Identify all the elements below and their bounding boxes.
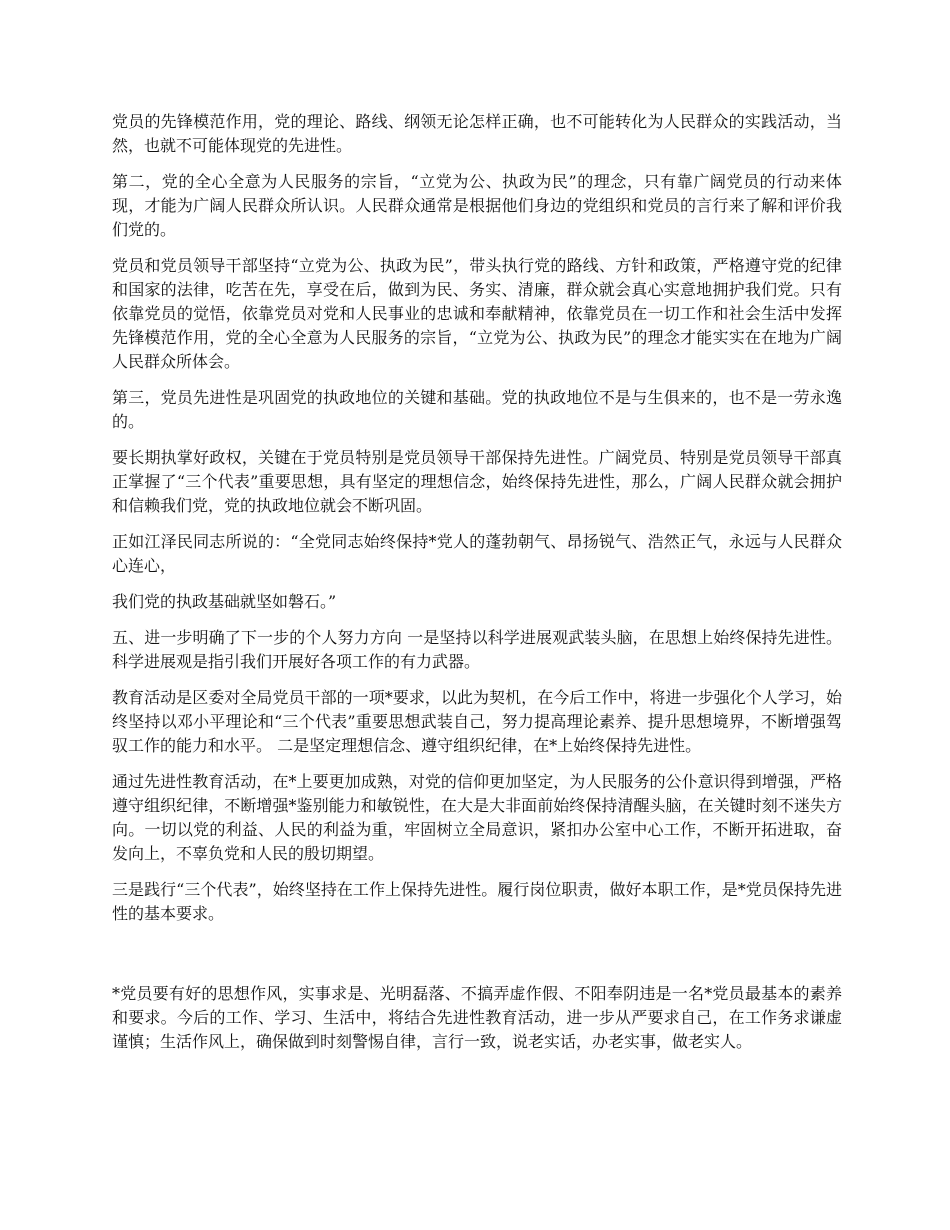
paragraph: *党员要有好的思想作风，实事求是、光明磊落、不搞弄虚作假、不阳奉阴违是一名*党员最基本的素养和要求。今后的工作、学习、生活中，将结合先进性教育活动，进一步从严要求自己，在工作务求谦虚谨慎；生活作风上，确保做到时刻警惕自律，言行一致，说老实话，办老实事，做老实人。 (112, 984, 842, 1051)
section-spacer (112, 938, 842, 982)
paragraph: 党员的先锋模范作用，党的理论、路线、纲领无论怎样正确，也不可能转化为人民群众的实践活动，当然，也就不可能体现党的先进性。 (112, 112, 842, 155)
paragraph: 三是践行“三个代表”，始终坚持在工作上保持先进性。履行岗位职责，做好本职工作，是*党员保持先进性的基本要求。 (112, 880, 842, 923)
paragraph: 正如江泽民同志所说的：“全党同志始终保持*党人的蓬勃朝气、昂扬锐气、浩然正气，永远与人民群众心连心， (112, 532, 842, 575)
paragraph: 五、进一步明确了下一步的个人努力方向 一是坚持以科学进展观武装头脑，在思想上始终保持先进性。科学进展观是指引我们开展好各项工作的有力武器。 (112, 628, 842, 671)
paragraph: 党员和党员领导干部坚持“立党为公、执政为民”，带头执行党的路线、方针和政策，严格遵守党的纪律和国家的法律，吃苦在先，享受在后，做到为民、务实、清廉，群众就会真心实意地拥护我们党。只有依靠党员的觉悟，依靠党员对党和人民事业的忠诚和奉献精神，依靠党员在一切工作和社会生活中发挥先锋模范作用，党的全心全意为人民服务的宗旨，“立党为公、执政为民”的理念才能实实在在地为广阔人民群众所体会。 (112, 256, 842, 371)
paragraph: 通过先进性教育活动，在*上要更加成熟，对党的信仰更加坚定，为人民服务的公仆意识得到增强，严格遵守组织纪律，不断增强*鉴别能力和敏锐性，在大是大非面前始终保持清醒头脑，在关键时刻不迷失方向。一切以党的利益、人民的利益为重，牢固树立全局意识，紧扣办公室中心工作，不断开拓进取，奋发向上，不辜负党和人民的殷切期望。 (112, 772, 842, 863)
paragraph: 教育活动是区委对全局党员干部的一项*要求，以此为契机，在今后工作中，将进一步强化个人学习，始终坚持以邓小平理论和“三个代表”重要思想武装自己，努力提高理论素养、提升思想境界，不断增强驾驭工作的能力和水平。 二是坚定理想信念、遵守组织纪律，在*上始终保持先进性。 (112, 688, 842, 755)
paragraph: 我们党的执政基础就坚如磐石。” (112, 592, 337, 611)
paragraph: 第二，党的全心全意为人民服务的宗旨，“立党为公、执政为民”的理念，只有靠广阔党员的行动来体现，才能为广阔人民群众所认识。人民群众通常是根据他们身边的党组织和党员的言行来了解和评价我们党的。 (112, 172, 842, 239)
document-page (112, 110, 842, 1066)
paragraph: 第三，党员先进性是巩固党的执政地位的关键和基础。党的执政地位不是与生俱来的，也不是一劳永逸的。 (112, 388, 842, 431)
paragraph: 要长期执掌好政权，关键在于党员特别是党员领导干部保持先进性。广阔党员、特别是党员领导干部真正掌握了“三个代表”重要思想，具有坚定的理想信念，始终保持先进性，那么，广阔人民群众就会拥护和信赖我们党，党的执政地位就会不断巩固。 (112, 448, 842, 515)
